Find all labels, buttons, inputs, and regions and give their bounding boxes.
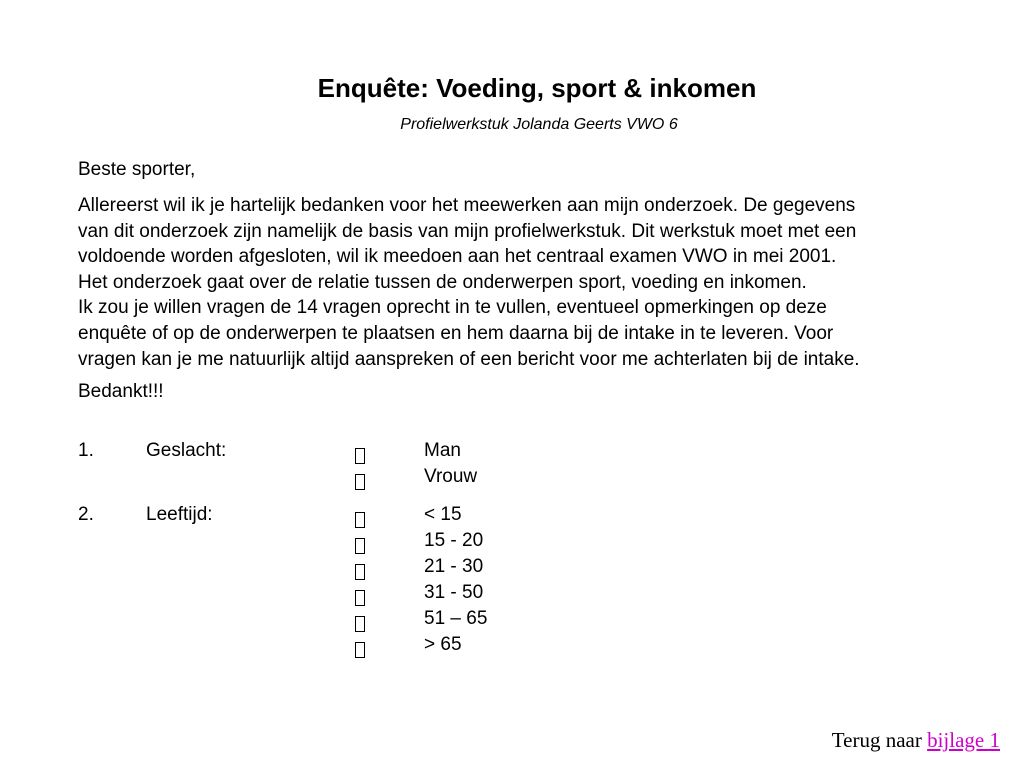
option-label-51-65: 51 – 65 [424, 608, 488, 629]
thanks-text: Bedankt!!! [78, 381, 164, 402]
question-number: 1. [78, 440, 94, 461]
intro-line: vragen kan je me natuurlijk altijd aanspreken of een bericht voor me achterlaten bij de intake. [78, 348, 860, 370]
intro-line: Ik zou je willen vragen de 14 vragen oprecht in te vullen, eventueel opmerkingen op deze [78, 297, 827, 319]
intro-line: enquête of op de onderwerpen te plaatsen en hem daarna bij de intake in te leveren. Voor [78, 322, 834, 344]
option-label-over-65: > 65 [424, 634, 462, 655]
question-label: Leeftijd: [146, 504, 213, 525]
intro-line: Allereerst wil ik je hartelijk bedanken voor het meewerken aan mijn onderzoek. De gegevens [78, 195, 856, 216]
option-checkbox-under-15[interactable] [355, 512, 365, 528]
intro-paragraph [78, 193, 978, 372]
option-checkbox-31-50[interactable] [355, 590, 365, 606]
intro-line: Het onderzoek gaat over de relatie tussen de onderwerpen sport, voeding en inkomen. [78, 271, 807, 293]
option-label-15-20: 15 - 20 [424, 530, 484, 551]
option-checkbox-21-30[interactable] [355, 564, 365, 580]
footer-prefix: Terug naar [831, 728, 928, 752]
question-number: 2. [78, 504, 94, 525]
page-subtitle: Profielwerkstuk Jolanda Geerts VWO 6 [400, 116, 678, 133]
option-checkbox-15-20[interactable] [355, 538, 365, 554]
option-checkbox-vrouw[interactable] [355, 474, 365, 490]
intro-line: van dit onderzoek zijn namelijk de basis van mijn profielwerkstuk. Dit werkstuk moet met een [78, 220, 857, 242]
option-checkbox-man[interactable] [355, 448, 365, 464]
option-label-31-50: 31 - 50 [424, 582, 484, 603]
option-label-vrouw: Vrouw [424, 466, 478, 487]
option-label-under-15: < 15 [424, 504, 462, 525]
option-label-21-30: 21 - 30 [424, 556, 484, 577]
back-to-bijlage-link[interactable]: bijlage 1 [927, 728, 1000, 752]
question-label: Geslacht: [146, 440, 227, 461]
option-checkbox-51-65[interactable] [355, 616, 365, 632]
salutation: Beste sporter, [78, 159, 196, 180]
option-label-man: Man [424, 440, 461, 461]
footer-nav [832, 727, 1000, 753]
intro-line: voldoende worden afgesloten, wil ik meedoen aan het centraal examen VWO in mei 2001. [78, 246, 837, 268]
option-checkbox-over-65[interactable] [355, 642, 365, 658]
page-title: Enquête: Voeding, sport & inkomen [317, 73, 757, 103]
